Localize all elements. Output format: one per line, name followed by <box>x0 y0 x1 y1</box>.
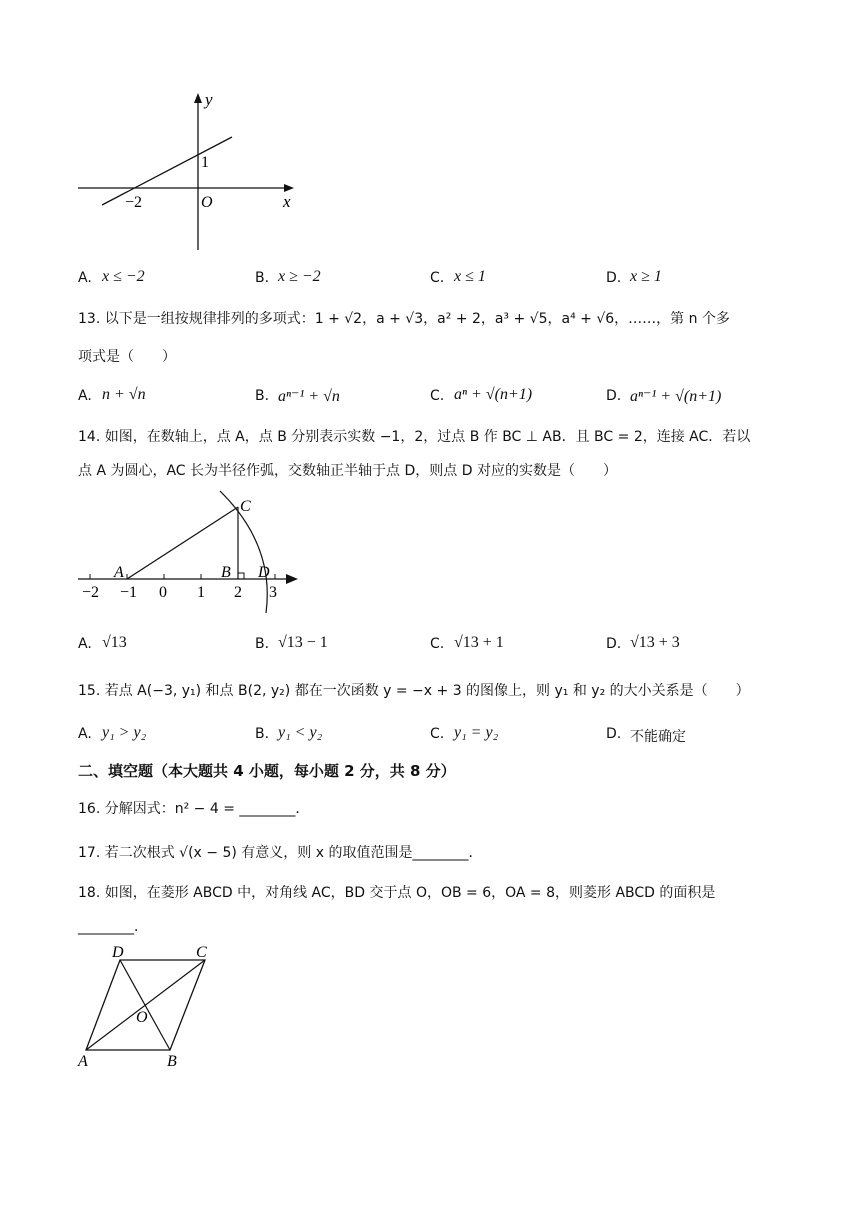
diagonal-bd <box>120 960 170 1050</box>
q13-text-line1: 以下是一组按规律排列的多项式：1 + √2，a + √3，a² + 2，a³ + √5，a⁴ + √6，……，第 n 个多 <box>104 311 730 327</box>
q14-option-d-label: D. <box>606 636 622 652</box>
q15-option-a-label: A. <box>78 726 92 742</box>
q14-option-c[interactable]: √13 + 1 <box>454 634 504 651</box>
q16-number: 16. <box>78 801 101 817</box>
q18-line1 <box>78 882 715 902</box>
q12-option-c[interactable]: x ≤ 1 <box>454 268 486 285</box>
q14-number: 14. <box>78 429 101 445</box>
label-1: 1 <box>201 154 209 171</box>
q17-number: 17. <box>78 845 101 861</box>
q15-option-d[interactable]: 不能确定 <box>630 729 686 745</box>
label-b: B <box>221 564 231 581</box>
q15-option-a[interactable]: y₁ > y₂ <box>102 724 147 741</box>
q14-option-d[interactable]: √13 + 3 <box>630 634 680 651</box>
q14-line2: 点 A 为圆心，AC 长为半径作弧，交数轴正半轴于点 D，则点 D 对应的实数是（ ） <box>78 463 617 479</box>
q13-line2: 项式是（ ） <box>78 349 176 365</box>
q17-line <box>78 842 482 862</box>
label-b: B <box>167 1053 177 1070</box>
q12-option-a-label: A. <box>78 270 92 286</box>
q13-line1 <box>78 308 730 328</box>
q14-figure <box>70 485 310 615</box>
q13-option-b[interactable]: aⁿ⁻¹ + √n <box>278 388 340 405</box>
label-a: A <box>78 1053 88 1070</box>
q18-number: 18. <box>78 885 101 901</box>
y-label: y <box>205 90 213 109</box>
q14-option-b-label: B. <box>255 636 270 652</box>
tick-label-1: 1 <box>197 584 205 601</box>
q12-option-d[interactable]: x ≥ 1 <box>630 268 662 285</box>
q16-text: 分解因式：n² − 4 = ________． <box>104 801 310 817</box>
tick-label-neg1: −1 <box>120 584 138 601</box>
q18-figure <box>70 940 230 1075</box>
tick-label-3: 3 <box>269 584 277 601</box>
q12-graph <box>70 85 310 255</box>
q15-option-b[interactable]: y₁ < y₂ <box>278 724 323 741</box>
y-axis-arrow <box>194 93 202 103</box>
q13-option-c-label: C. <box>430 388 445 404</box>
label-c: C <box>196 944 207 961</box>
q14-option-a-label: A. <box>78 636 92 652</box>
q14-option-b[interactable]: √13 − 1 <box>278 634 328 651</box>
q12-option-b-label: B. <box>255 270 270 286</box>
label-origin: O <box>201 194 213 211</box>
label-c: C <box>240 498 251 515</box>
q12-option-a[interactable]: x ≤ −2 <box>102 268 145 285</box>
q15-option-c-label: C. <box>430 726 445 742</box>
label-neg2: −2 <box>125 194 143 211</box>
label-a: A <box>114 564 124 581</box>
q14-text-line1: 如图，在数轴上，点 A，点 B 分别表示实数 −1，2，过点 B 作 BC ⊥ AB．且 BC = 2，连接 AC．若以 <box>104 429 751 445</box>
q13-option-a[interactable]: n + √n <box>102 386 146 403</box>
tick-label-2: 2 <box>234 584 242 601</box>
q15-text-line1: 若点 A(−3, y₁) 和点 B(2, y₂) 都在一次函数 y = −x + 3 的图像上，则 y₁ 和 y₂ 的大小关系是（ ） <box>104 683 750 699</box>
q18-line2: ________． <box>78 919 148 935</box>
q15-option-d-label: D. <box>606 726 622 742</box>
q17-text: 若二次根式 √(x − 5) 有意义，则 x 的取值范围是________． <box>104 845 483 861</box>
label-o: O <box>136 1009 148 1026</box>
q15-line1 <box>78 680 750 700</box>
section-2-title: 二、填空题（本大题共 4 小题，每小题 2 分，共 8 分） <box>78 762 456 780</box>
x-axis-arrow <box>284 184 294 192</box>
q14-line1 <box>78 426 750 446</box>
q14-option-a[interactable]: √13 <box>102 634 127 651</box>
q13-option-c[interactable]: aⁿ + √(n+1) <box>454 386 533 403</box>
q14-options <box>78 634 778 656</box>
q12-option-c-label: C. <box>430 270 445 286</box>
q18-text-line1: 如图，在菱形 ABCD 中，对角线 AC，BD 交于点 O，OB = 6，OA = 8，则菱形 ABCD 的面积是 <box>104 885 716 901</box>
q15-number: 15. <box>78 683 101 699</box>
q12-options <box>78 268 778 290</box>
q15-options <box>78 724 778 746</box>
label-d: D <box>258 564 270 581</box>
number-line-arrow <box>286 574 298 584</box>
q13-option-d[interactable]: aⁿ⁻¹ + √(n+1) <box>630 388 722 405</box>
q16-line <box>78 798 309 818</box>
q13-options <box>78 386 778 408</box>
q15-option-c[interactable]: y₁ = y₂ <box>454 724 499 741</box>
q13-number: 13. <box>78 311 101 327</box>
right-angle-mark <box>238 573 244 579</box>
q15-option-b-label: B. <box>255 726 270 742</box>
q13-option-a-label: A. <box>78 388 92 404</box>
q12-option-d-label: D. <box>606 270 622 286</box>
x-label: x <box>283 192 291 211</box>
label-d: D <box>112 944 124 961</box>
q12-option-b[interactable]: x ≥ −2 <box>278 268 321 285</box>
tick-label-0: 0 <box>159 584 167 601</box>
tick-label-neg2: −2 <box>82 584 100 601</box>
q13-option-d-label: D. <box>606 388 622 404</box>
q14-option-c-label: C. <box>430 636 445 652</box>
q13-option-b-label: B. <box>255 388 270 404</box>
